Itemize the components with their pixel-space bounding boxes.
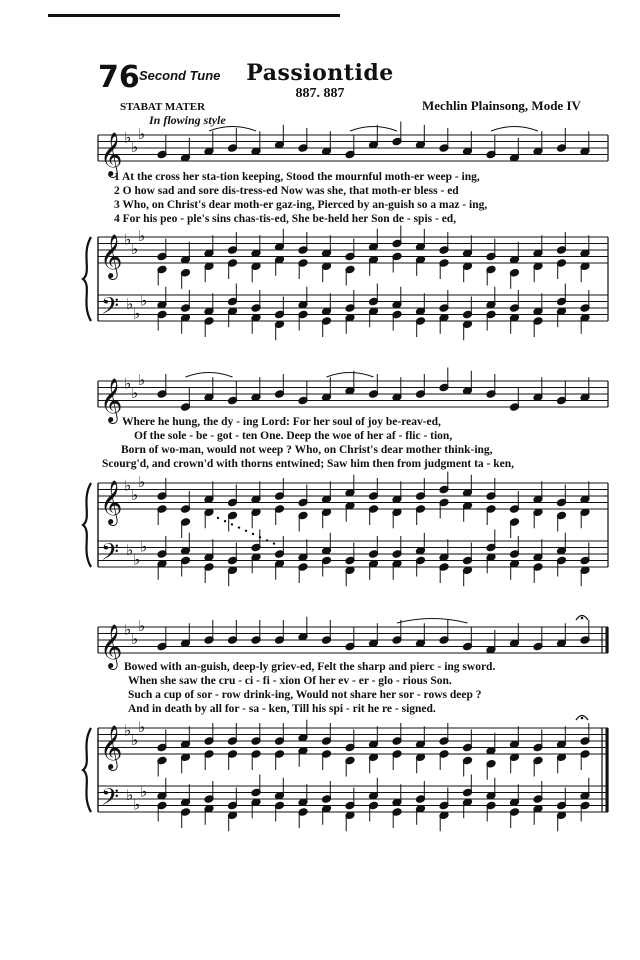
flat-sign: ♭ [124,721,132,740]
lyric-line: 2 O how sad and sore dis-tress-ed Now was she, that moth-er bless - ed [114,185,459,197]
dotted-line [231,523,233,525]
lyric-line: Born of wo-man, would not weep ? Who, on Christ's dear mother think-ing, [121,444,493,456]
lyric-line: 1 At the cross her sta-tion keeping, Stood the mournful moth-er weep - ing, [114,171,480,183]
flat-sign: ♭ [131,486,139,504]
flat-sign: ♭ [124,128,132,147]
dotted-line [259,536,261,538]
treble-clef: 𝄞 [100,132,123,176]
dotted-line [252,533,254,535]
flat-sign: ♭ [126,294,134,313]
flat-sign: ♭ [131,138,139,156]
treble-clef: 𝄞 [100,234,123,278]
lyric-line: When she saw the cru - ci - fi - xion Of her ev - er - glo - rious Son. [128,675,452,687]
dotted-line [217,517,219,519]
slur [327,373,374,378]
flat-sign: ♭ [140,782,148,801]
brace [83,237,91,321]
flat-sign: ♭ [138,125,146,143]
flat-sign: ♭ [133,304,141,323]
flat-sign: ♭ [138,718,146,736]
flat-sign: ♭ [124,476,132,495]
flat-sign: ♭ [124,620,132,639]
lyric-line: 4 For his peo - ple's sins chas-tis-ed, She be-held her Son de - spis - ed, [114,213,457,225]
slur [491,127,538,132]
flat-sign: ♭ [138,227,146,245]
bass-clef: 𝄢 [101,537,120,571]
bass-clef: 𝄢 [101,782,120,816]
tune-source: Mechlin Plainsong, Mode IV [422,98,581,113]
lyric-line: And in death by all for - sa - ken, Till his spi - rit he re - signed. [128,703,436,715]
slur [397,619,468,624]
hymn-number: 76 [98,60,140,95]
flat-sign: ♭ [131,731,139,749]
lyric-line: Scourg'd, and crown'd with thorns entwined; Saw him then from judgment ta - ken, [102,458,515,470]
brace [83,728,91,812]
tempo-marking: In flowing style [149,113,226,127]
dotted-line [266,539,268,541]
flat-sign: ♭ [133,795,141,814]
brace [83,483,91,567]
slur [209,127,256,132]
treble-clef: 𝄞 [100,624,123,668]
fermata-dot [581,717,584,720]
treble-clef: 𝄞 [100,480,123,524]
flat-sign: ♭ [138,371,146,389]
lyric-line: Where he hung, the dy - ing Lord: For her soul of joy be-reav-ed, [122,416,441,428]
bass-clef: 𝄢 [101,291,120,325]
flat-sign: ♭ [133,550,141,569]
flat-sign: ♭ [126,785,134,804]
flat-sign: ♭ [126,540,134,559]
flat-sign: ♭ [131,384,139,402]
dotted-line [224,520,226,522]
flat-sign: ♭ [138,473,146,491]
slur [350,127,397,132]
dotted-line [273,542,275,544]
lyric-line: Such a cup of sor - row drink-ing, Would not share her sor - rows deep ? [128,689,482,701]
lyric-line: Of the sole - be - got - ten One. Deep the woe of her af - flic - tion, [134,430,453,442]
flat-sign: ♭ [138,617,146,635]
flat-sign: ♭ [140,291,148,310]
flat-sign: ♭ [131,240,139,258]
season-heading: Passiontide [246,60,394,86]
tune-label: Second Tune [139,68,221,83]
treble-clef: 𝄞 [100,725,123,769]
lyric-line: Bowed with an-guish, deep-ly griev-ed, Felt the sharp and pierc - ing sword. [124,661,496,673]
hymn-title: STABAT MATER [120,101,206,113]
dotted-line [238,526,240,528]
flat-sign: ♭ [124,374,132,393]
dotted-line [245,530,247,532]
fermata-dot [581,617,584,620]
meter: 887. 887 [295,86,345,101]
flat-sign: ♭ [131,630,139,648]
treble-clef: 𝄞 [100,378,123,422]
slur [186,373,233,378]
flat-sign: ♭ [140,537,148,556]
lyric-line: 3 Who, on Christ's dear moth-er gaz-ing, Pierced by an-guish so a maz - ing, [114,199,488,211]
flat-sign: ♭ [124,230,132,249]
